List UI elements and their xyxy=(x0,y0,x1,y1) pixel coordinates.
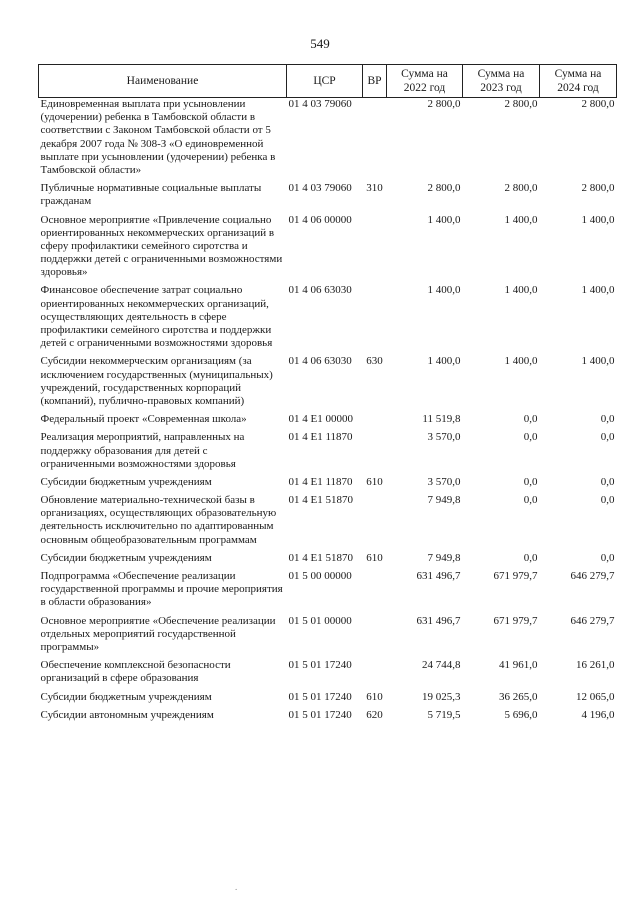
row-sum-2022: 19 025,3 xyxy=(422,690,461,703)
row-sum-2022: 2 800,0 xyxy=(427,182,461,195)
table-row xyxy=(39,413,617,431)
table-row xyxy=(39,214,617,285)
scan-mark: . xyxy=(235,882,238,892)
row-sum-2023: 0,0 xyxy=(523,413,538,426)
row-csr: 01 4 03 79060 xyxy=(288,182,352,195)
header-name: Наименование xyxy=(39,65,287,98)
row-sum-2024: 2 800,0 xyxy=(581,98,615,110)
table-row xyxy=(39,659,617,690)
header-sum-2023: Сумма на 2023 год xyxy=(463,65,540,98)
row-csr: 01 5 01 17240 xyxy=(288,690,352,703)
row-vr xyxy=(363,413,387,431)
row-sum-2024: 0,0 xyxy=(600,431,615,444)
row-vr xyxy=(363,431,387,476)
table-row xyxy=(39,691,617,709)
row-sum-2024: 4 196,0 xyxy=(581,708,615,721)
row-csr: 01 4 06 63030 xyxy=(288,355,352,368)
row-sum-2024: 2 800,0 xyxy=(581,182,615,195)
row-csr: 01 4 E1 00000 xyxy=(288,413,353,426)
row-sum-2024: 0,0 xyxy=(600,475,615,488)
row-name: Субсидии бюджетным учреждениям xyxy=(40,690,212,703)
row-name: Основное мероприятие «Обеспечение реализации отдельных мероприятий государственной программы» xyxy=(40,614,276,653)
row-sum-2022: 2 800,0 xyxy=(427,98,461,110)
table-body xyxy=(39,98,617,727)
row-csr: 01 4 E1 11870 xyxy=(288,431,353,444)
row-name: Основное мероприятие «Привлечение социально ориентированных некоммерческих организаций в сферу профилактики семейного сиротства и поддержки детей с ограниченными возможностями здоровья» xyxy=(40,213,283,279)
row-vr: 610 xyxy=(366,551,383,564)
row-vr: 610 xyxy=(366,690,383,703)
row-sum-2023: 0,0 xyxy=(523,431,538,444)
row-sum-2022: 631 496,7 xyxy=(416,614,461,627)
row-vr xyxy=(363,98,387,183)
row-sum-2022: 11 519,8 xyxy=(422,413,461,426)
row-sum-2024: 12 065,0 xyxy=(576,690,615,703)
row-name: Финансовое обеспечение затрат социально ориентированных некоммерческих организаций, осуществляющих деятельность в сфере профилактики семейного сиротства и поддержки детей с ограниченными возможностями здоровья xyxy=(40,284,273,350)
row-name: Субсидии бюджетным учреждениям xyxy=(40,475,212,488)
row-sum-2023: 1 400,0 xyxy=(504,284,538,297)
row-name: Обновление материально-технической базы в организациях, осуществляющих образовательную деятельность исключительно по адаптированным основным общеобразовательным программам xyxy=(40,494,277,546)
row-vr: 620 xyxy=(366,708,383,721)
row-sum-2022: 1 400,0 xyxy=(427,355,461,368)
row-sum-2022: 7 949,8 xyxy=(427,551,461,564)
row-sum-2023: 0,0 xyxy=(523,494,538,507)
row-sum-2023: 5 696,0 xyxy=(504,708,538,721)
row-sum-2023: 2 800,0 xyxy=(504,182,538,195)
header-csr: ЦСР xyxy=(287,65,363,98)
row-sum-2023: 1 400,0 xyxy=(504,213,538,226)
table-row xyxy=(39,431,617,476)
row-sum-2024: 0,0 xyxy=(600,551,615,564)
row-vr: 610 xyxy=(366,475,383,488)
row-name: Единовременная выплата при усыновлении (удочерении) ребенка в Тамбовской области в соответствии с Законом Тамбовской области от 5 декабря 2007 года № 308-З «О единовременной выплате при усыновлении (удочерении) ребенка в Тамбовской области» xyxy=(40,98,276,176)
table-row xyxy=(39,709,617,727)
row-sum-2023: 671 979,7 xyxy=(493,570,538,582)
header-sum-2022: Сумма на 2022 год xyxy=(387,65,463,98)
row-sum-2023: 36 265,0 xyxy=(499,690,538,703)
row-name: Обеспечение комплексной безопасности организаций в сфере образования xyxy=(40,659,231,685)
table-row xyxy=(39,355,617,413)
row-vr xyxy=(363,659,387,690)
row-name: Реализация мероприятий, направленных на поддержку образования для детей с ограниченными возможностями здоровья xyxy=(40,431,245,470)
row-sum-2024: 1 400,0 xyxy=(581,355,615,368)
row-vr xyxy=(363,494,387,552)
table-row xyxy=(39,182,617,213)
budget-table xyxy=(38,64,617,727)
row-name: Субсидии бюджетным учреждениям xyxy=(40,551,212,564)
row-csr: 01 5 01 17240 xyxy=(288,708,352,721)
table-row xyxy=(39,284,617,355)
row-csr: 01 4 06 00000 xyxy=(288,213,352,226)
table-header-row xyxy=(39,65,617,98)
row-sum-2022: 24 744,8 xyxy=(422,659,461,672)
row-sum-2023: 0,0 xyxy=(523,475,538,488)
header-sum-2024: Сумма на 2024 год xyxy=(540,65,617,98)
table-row xyxy=(39,476,617,494)
row-vr: 630 xyxy=(366,355,383,368)
row-sum-2023: 0,0 xyxy=(523,551,538,564)
row-sum-2022: 7 949,8 xyxy=(427,494,461,507)
row-vr xyxy=(363,284,387,355)
row-name: Субсидии автономным учреждениям xyxy=(40,708,214,721)
page-number: 549 xyxy=(310,36,330,51)
row-sum-2023: 1 400,0 xyxy=(504,355,538,368)
row-csr: 01 5 01 17240 xyxy=(288,659,352,672)
row-sum-2024: 1 400,0 xyxy=(581,284,615,297)
row-sum-2024: 0,0 xyxy=(600,413,615,426)
table-row xyxy=(39,615,617,660)
row-csr: 01 5 00 00000 xyxy=(288,570,352,582)
row-sum-2022: 3 570,0 xyxy=(427,431,461,444)
row-name: Подпрограмма «Обеспечение реализации государственной программы и прочие мероприятия в области образования» xyxy=(40,570,283,609)
row-csr: 01 4 E1 11870 xyxy=(288,475,353,488)
row-sum-2022: 3 570,0 xyxy=(427,475,461,488)
row-sum-2023: 2 800,0 xyxy=(504,98,538,110)
row-vr xyxy=(363,615,387,660)
row-sum-2022: 1 400,0 xyxy=(427,213,461,226)
row-sum-2024: 16 261,0 xyxy=(576,659,615,672)
row-csr: 01 5 01 00000 xyxy=(288,614,352,627)
row-vr xyxy=(363,214,387,285)
table-row xyxy=(39,494,617,552)
row-sum-2024: 1 400,0 xyxy=(581,213,615,226)
row-sum-2024: 0,0 xyxy=(600,494,615,507)
row-name: Субсидии некоммерческим организациям (за исключением государственных (муниципальных) учреждений, государственных корпораций (компаний), публично-правовых компаний) xyxy=(40,355,273,407)
row-vr: 310 xyxy=(366,182,383,195)
row-sum-2022: 5 719,5 xyxy=(427,708,461,721)
row-csr: 01 4 03 79060 xyxy=(288,98,352,110)
table-row xyxy=(39,98,617,183)
header-vr: ВР xyxy=(363,65,387,98)
row-sum-2023: 41 961,0 xyxy=(499,659,538,672)
row-sum-2022: 631 496,7 xyxy=(416,570,461,582)
row-name: Публичные нормативные социальные выплаты гражданам xyxy=(40,182,262,208)
row-sum-2024: 646 279,7 xyxy=(570,570,615,582)
row-sum-2024: 646 279,7 xyxy=(570,614,615,627)
row-name: Федеральный проект «Современная школа» xyxy=(40,413,247,426)
row-sum-2023: 671 979,7 xyxy=(493,614,538,627)
row-csr: 01 4 E1 51870 xyxy=(288,551,353,564)
row-sum-2022: 1 400,0 xyxy=(427,284,461,297)
table-row xyxy=(39,570,617,615)
row-csr: 01 4 06 63030 xyxy=(288,284,352,297)
table-row xyxy=(39,552,617,570)
row-csr: 01 4 E1 51870 xyxy=(288,494,353,507)
row-vr xyxy=(363,570,387,615)
